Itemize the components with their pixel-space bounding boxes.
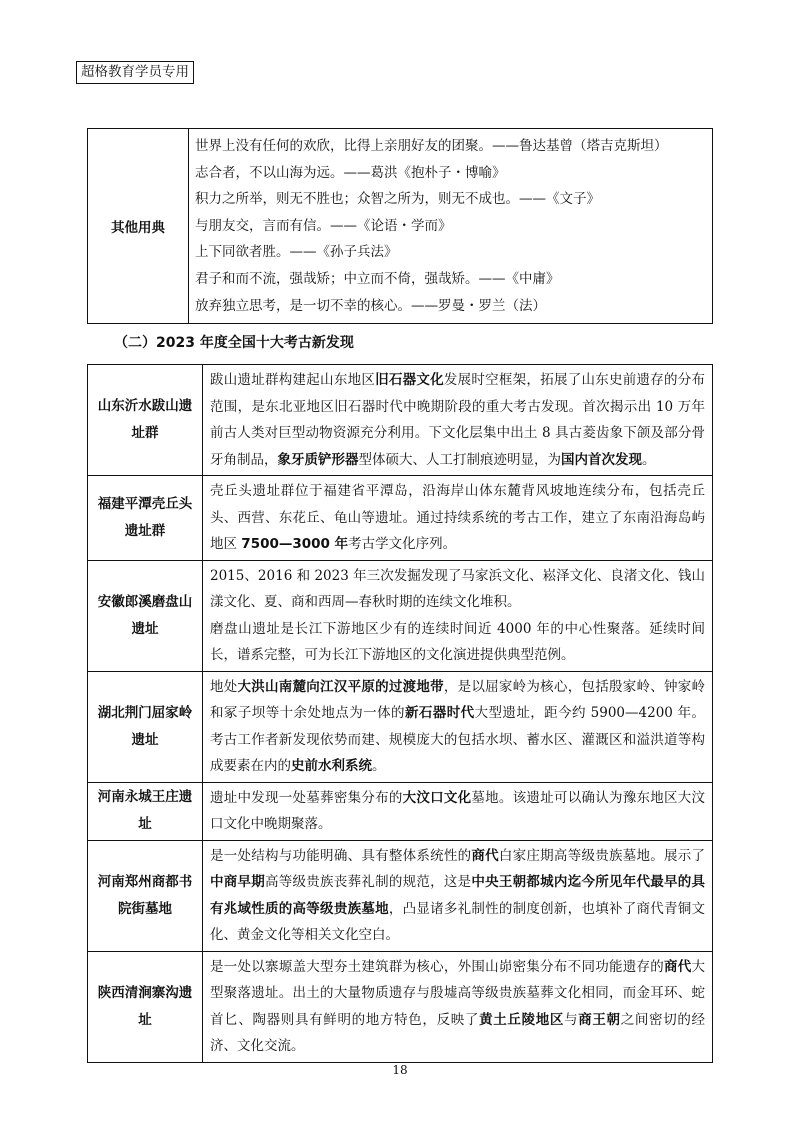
table-row [88,365,713,476]
site-description [203,365,713,476]
bold-text: 旧石器文化 [375,372,444,388]
site-name: 福建平潭壳丘头遗址群 [88,476,203,561]
bold-text: 7500—3000 年 [241,536,349,552]
text-span: 发展时空框架，拓展了山东史前遗存的分布范围，是东北亚地区旧石器时代中晚期阶段的重大考古发现。首次揭示出 10 万年前古人类对巨型动物资源充分利用。下文化层集中出土 8 具古菱齿象下颌及部分骨牙角制品， [210,372,706,468]
table-row [88,476,713,561]
bold-text: 商代 [471,847,499,864]
quote-line: 君子和而不流，强哉矫；中立而不倚，强哉矫。——《中庸》 [195,270,560,287]
page-number: 18 [392,1063,408,1077]
quotes-content [189,129,713,324]
text-span: 与 [564,1011,579,1028]
table-row [88,671,713,782]
text-span: ，凸显诸多礼制性的制度创新，也填补了商代青铜文化、黄金文化等相关文化空白。 [210,900,706,943]
text-span: 壳丘头遗址群位于福建省平潭岛，沿海岸山体东麓背风坡地连续分布，包括壳丘头、西营、东花丘、龟山等遗址。通过持续系统的考古工作，建立了东南沿海岛屿地区 [210,483,705,552]
bold-text: 大汶口文化 [402,789,472,806]
site-name: 山东沂水跋山遗址群 [88,365,203,476]
bold-text: 象牙质铲形器 [277,451,359,468]
bold-text: 商王朝 [578,1011,621,1028]
table-row [88,782,713,840]
site-description [203,840,713,951]
text-span: 。 [642,451,656,468]
site-name: 陕西清涧寨沟遗址 [88,951,203,1062]
bold-text: 国内首次发现 [561,451,642,468]
section-title: （二）2023 年度全国十大考古新发现 [114,335,354,351]
bold-text: 大洪山南麓向江汉平原的过渡地带 [237,678,444,695]
table-row [88,951,713,1062]
table-row [88,840,713,951]
quotes-table [87,128,713,324]
archaeology-sites-table [87,364,713,1063]
quotes-label: 其他用典 [88,129,189,324]
text-span: 白家庄期高等级贵族墓地。展示了 [498,847,706,864]
text-span: 高等级贵族丧葬礼制的规范，这是 [265,874,472,890]
bold-text: 史前水利系统 [291,758,372,774]
site-description [203,782,713,840]
site-description [203,560,713,671]
quote-line: 积力之所举，则无不胜也；众智之所为，则无不成也。——《文子》 [195,191,600,208]
text-span: 跋山遗址群构建起山东地区 [210,372,376,388]
text-span: 大型遗址，距今约 5900—4200 年。考古工作者新发现依势而建、规模庞大的包括水坝、蓄水区、灌溉区和溢洪道等构成要素在内的 [210,705,706,774]
site-name: 湖北荆门屈家岭遗址 [88,671,203,782]
site-name: 河南郑州商都书院街墓地 [88,840,203,951]
site-name: 安徽郎溪磨盘山遗址 [88,560,203,671]
paragraph: 2015、2016 和 2023 年三次发掘发现了马家浜文化、崧泽文化、良渚文化、钱山漾文化、夏、商和西周—春秋时期的连续文化堆积。 [210,567,705,610]
quote-line: 上下同欲者胜。——《孙子兵法》 [195,244,398,261]
quote-line: 志合者，不以山海为远。——葛洪《抱朴子・博喻》 [195,164,506,181]
text-span: 是一处以寨塬盖大型夯土建筑群为核心，外围山峁密集分布不同功能遗存的 [210,958,664,975]
text-span: 是一处结构与功能明确、具有整体系统性的 [210,847,472,864]
bold-text: 中央王朝都城内迄今所见年代最早的具有兆域性质的高等级贵族墓地 [210,874,706,917]
text-span: 。 [372,758,386,774]
quote-line: 与朋友交，言而有信。——《论语・学而》 [195,217,452,234]
bold-text: 中商早期 [210,874,266,890]
site-description [203,476,713,561]
site-description [203,951,713,1062]
site-description [203,671,713,782]
text-span: 墓地。该遗址可以确认为豫东地区大汶口文化中晚期聚落。 [210,789,706,832]
quote-line: 世界上没有任何的欢欣，比得上亲朋好友的团聚。——鲁达基曾（塔吉克斯坦） [195,138,668,154]
bold-text: 新石器时代 [404,705,475,721]
bold-text: 商代 [664,958,692,975]
bold-text: 黄土丘陵地区 [479,1011,565,1028]
text-span: 大型聚落遗址。出土的大量物质遗存与殷墟高等级贵族墓葬文化相同，而金耳环、蛇首匕、陶器则具有鲜明的地方特色，反映了 [210,958,706,1028]
text-span: 地处 [210,678,238,695]
paragraph: 磨盘山遗址是长江下游地区少有的连续时间近 4000 年的中心性聚落。延续时间长，谱系完整，可为长江下游地区的文化演进提供典型范例。 [210,620,705,663]
table-row [88,560,713,671]
quote-line: 放弃独立思考，是一切不幸的核心。——罗曼・罗兰（法） [195,297,546,314]
text-span: 考古学文化序列。 [348,536,457,552]
text-span: 遗址中发现一处墓葬密集分布的 [210,789,403,806]
header-tag: 超格教育学员专用 [76,61,194,84]
text-span: 型体硕大、人工打制痕迹明显，为 [358,451,561,468]
site-name: 河南永城王庄遗址 [88,782,203,840]
text-span: ，是以屈家岭为核心，包括殷家岭、钟家岭和冢子坝等十余处地点为一体的 [210,678,706,721]
text-span: 之间密切的经济、文化交流。 [210,1011,706,1054]
